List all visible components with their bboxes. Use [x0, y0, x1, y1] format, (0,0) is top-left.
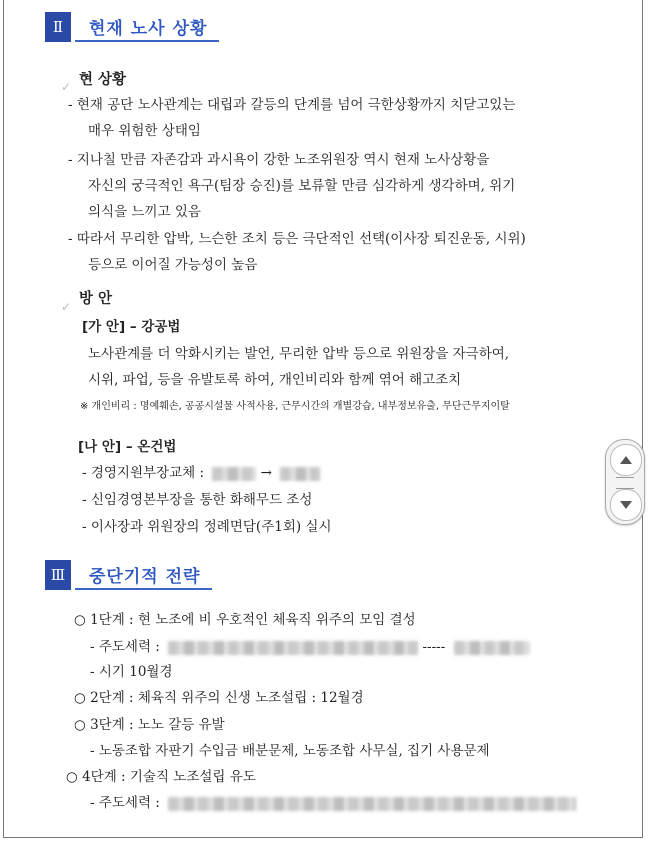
- subheading-plan: 방 안: [79, 291, 113, 307]
- text-line: 등으로 이어질 가능성이 높음: [88, 257, 258, 273]
- grip-icon: [616, 477, 634, 489]
- redacted-text: [168, 797, 576, 811]
- tick-mark: ✓: [61, 300, 72, 314]
- dash-symbol: -----: [422, 639, 446, 655]
- step-line: ○ 1단계 : 현 노조에 비 우호적인 체육직 위주의 모임 결성: [74, 612, 416, 628]
- arrow-symbol: →: [260, 465, 272, 481]
- subheading-current: 현 상황: [79, 72, 127, 88]
- scroll-down-button[interactable]: [610, 489, 642, 521]
- plan-a-note: ※ 개인비리 : 명예훼손, 공공시설물 사적사용, 근무시간의 개별강습, 내부정보유출, 무단근무지이탈: [80, 401, 510, 412]
- text-line: - 따라서 무리한 압박, 느슨한 조치 등은 극단적인 선택(이사장 퇴진운동, 시위): [68, 231, 526, 247]
- section-title: 현재 노사 상황: [75, 12, 219, 42]
- page-scroll-control: [605, 439, 645, 525]
- plan-b-title: [나 안] – 온건법: [78, 439, 177, 455]
- text-line-label: - 경영지원부장교체 :: [82, 465, 205, 481]
- step-line: ○ 3단계 : 노노 갈등 유발: [74, 717, 225, 733]
- redacted-text: [280, 467, 320, 481]
- triangle-up-icon: [619, 455, 633, 465]
- text-line: 자신의 궁극적인 욕구(팀장 승진)를 보류할 만큼 심각하게 생각하며, 위기: [88, 178, 516, 194]
- text-line: - 지나칠 만큼 자존감과 과시욕이 강한 노조위원장 역시 현재 노사상황을: [68, 152, 490, 168]
- text-line: - 노동조합 자판기 수입금 배분문제, 노동조합 사무실, 집기 사용문제: [90, 743, 490, 759]
- redacted-text: [212, 467, 256, 481]
- text-line: [82, 464, 320, 482]
- text-line: 의식을 느끼고 있음: [88, 204, 201, 220]
- triangle-down-icon: [619, 500, 633, 510]
- tick-mark: ✓: [61, 80, 72, 94]
- text-line-label: - 주도세력 :: [90, 639, 160, 655]
- text-line: 노사관계를 더 악화시키는 발언, 무리한 압박 등으로 위원장을 자극하여,: [88, 346, 510, 362]
- section-number: Ⅱ: [45, 12, 71, 42]
- step-line: ○ 2단계 : 체육직 위주의 신생 노조설립 : 12월경: [74, 690, 364, 706]
- text-line-label: - 주도세력 :: [90, 795, 160, 811]
- section-title: 중단기적 전략: [75, 560, 212, 590]
- section-header: [45, 12, 219, 42]
- text-line: 시위, 파업, 등을 유발토록 하여, 개인비리와 함께 엮어 해고조치: [88, 372, 462, 388]
- text-line: [90, 638, 530, 656]
- plan-a-title: [가 안] – 강공법: [82, 319, 181, 335]
- scroll-up-button[interactable]: [610, 444, 642, 476]
- section-header: [45, 560, 212, 590]
- text-line: 매우 위험한 상태임: [88, 123, 201, 139]
- section-number: Ⅲ: [45, 560, 71, 590]
- text-line: - 신임경영본부장을 통한 화해무드 조성: [82, 492, 313, 508]
- text-line: - 현재 공단 노사관계는 대립과 갈등의 단계를 넘어 극한상황까지 치닫고있는: [68, 97, 516, 113]
- text-line: [90, 794, 576, 812]
- text-line: - 시기 10월경: [90, 664, 173, 680]
- redacted-text: [454, 641, 530, 655]
- step-line: ○ 4단계 : 기술직 노조설립 유도: [66, 769, 256, 785]
- redacted-text: [168, 641, 418, 655]
- text-line: - 이사장과 위원장의 정례면담(주1회) 실시: [82, 519, 332, 535]
